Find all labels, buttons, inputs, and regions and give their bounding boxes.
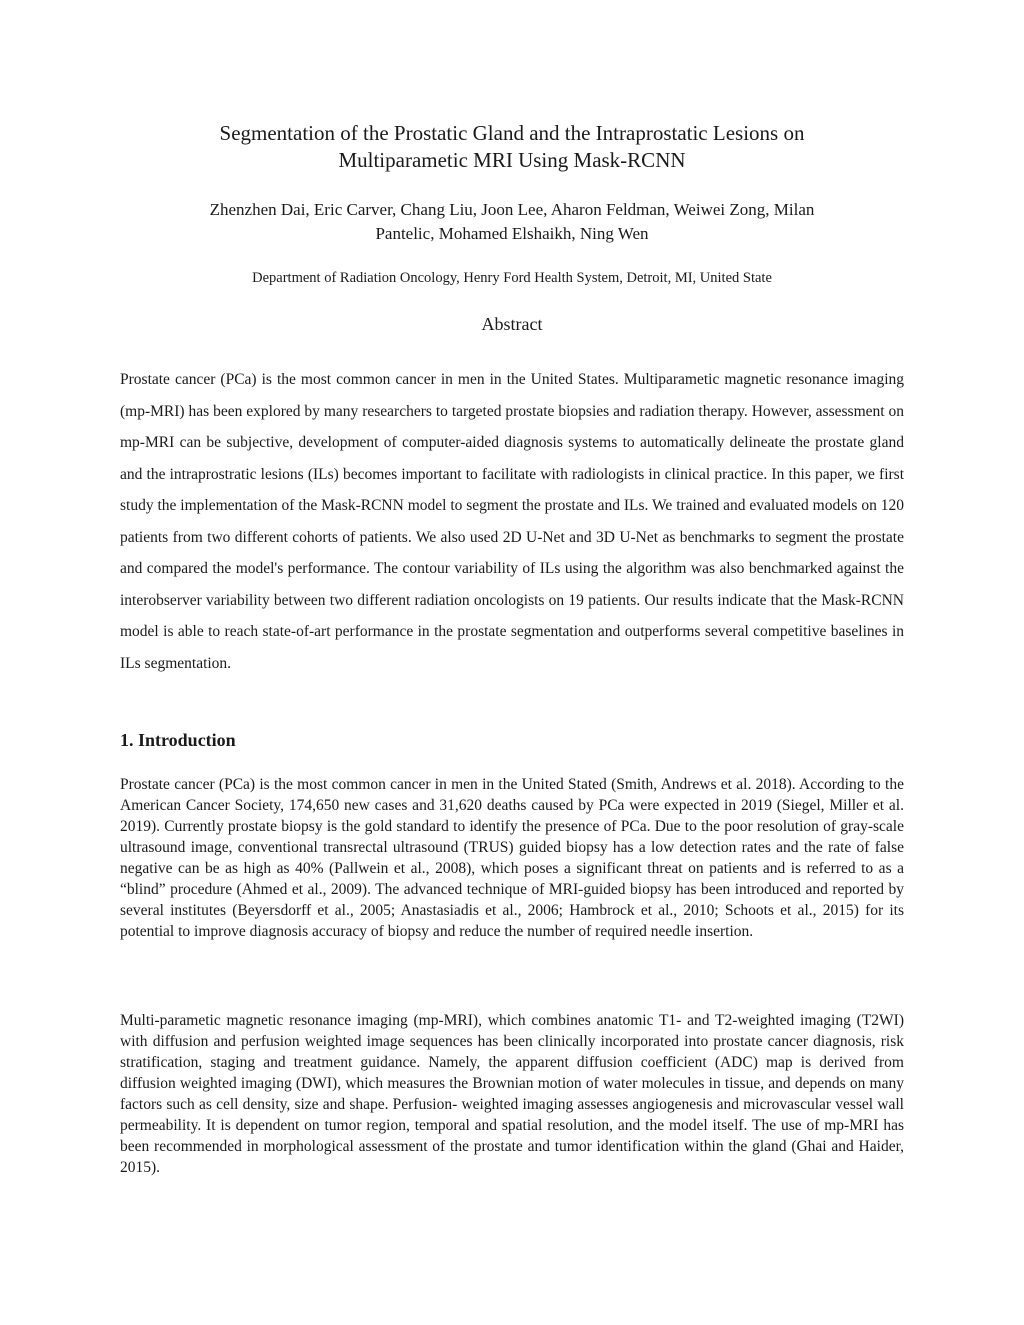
- author-list: [120, 198, 904, 246]
- intro-paragraph-1: Prostate cancer (PCa) is the most common cancer in men in the United Stated (Smith, Andrews et al. 2018). According to the American Cancer Society, 174,650 new cases and 31,620 deaths caused by PCa were expected in 2019 (Siegel, Miller et al. 2019). Currently prostate biopsy is the gold standard to identify the presence of PCa. Due to the poor resolution of gray-scale ultrasound image, conventional transrectal ultrasound (TRUS) guided biopsy has a low detection rates and the rate of false negative can be as high as 40% (Pallwein et al., 2008), which poses a significant threat on patients and is referred to as a “blind” procedure (Ahmed et al., 2009). The advanced technique of MRI-guided biopsy has been introduced and reported by several institutes (Beyersdorff et al., 2005; Anastasiadis et al., 2006; Hambrock et al., 2010; Schoots et al., 2015) for its potential to improve diagnosis accuracy of biopsy and reduce the number of required needle insertion.: [120, 776, 904, 940]
- abstract-heading: Abstract: [481, 314, 543, 334]
- author-list-line-1: Zhenzhen Dai, Eric Carver, Chang Liu, Joon Lee, Aharon Feldman, Weiwei Zong, Milan: [209, 200, 815, 219]
- paper-title-line-2: Multiparametic MRI Using Mask-RCNN: [338, 148, 686, 172]
- intro-paragraph-2: Multi-parametic magnetic resonance imaging (mp-MRI), which combines anatomic T1- and T2-weighted imaging (T2WI) with diffusion and perfusion weighted image sequences has been clinically incorporated into prostate cancer diagnosis, risk stratification, staging and treatment guidance. Namely, the apparent diffusion coefficient (ADC) map is derived from diffusion weighted imaging (DWI), which measures the Brownian motion of water molecules in tissue, and depends on many factors such as cell density, size and shape. Perfusion- weighted imaging assesses angiogenesis and microvascular vessel wall permeability. It is dependent on tumor region, temporal and spatial resolution, and the model itself. The use of mp-MRI has been recommended in morphological assessment of the prostate and tumor identification within the gland (Ghai and Haider, 2015).: [120, 1012, 904, 1176]
- abstract-body: Prostate cancer (PCa) is the most common cancer in men in the United States. Multiparametic magnetic resonance imaging (mp-MRI) has been explored by many researchers to targeted prostate biopsies and radiation therapy. However, assessment on mp-MRI can be subjective, development of computer-aided diagnosis systems to automatically delineate the prostate gland and the intraprostratic lesions (ILs) becomes important to facilitate with radiologists in clinical practice. In this paper, we first study the implementation of the Mask-RCNN model to segment the prostate and ILs. We trained and evaluated models on 120 patients from two different cohorts of patients. We also used 2D U-Net and 3D U-Net as benchmarks to segment the prostate and compared the model's performance. The contour variability of ILs using the algorithm was also benchmarked against the interobserver variability between two different radiation oncologists on 19 patients. Our results indicate that the Mask-RCNN model is able to reach state-of-art performance in the prostate segmentation and outperforms several competitive baselines in ILs segmentation.: [120, 371, 904, 672]
- section-heading-introduction: 1. Introduction: [120, 730, 236, 750]
- author-list-line-2: Pantelic, Mohamed Elshaikh, Ning Wen: [375, 224, 649, 243]
- paper-title-line-1: Segmentation of the Prostatic Gland and the Intraprostatic Lesions on: [219, 121, 805, 145]
- paper-title: [120, 120, 904, 174]
- affiliation: Department of Radiation Oncology, Henry Ford Health System, Detroit, MI, United State: [252, 270, 772, 286]
